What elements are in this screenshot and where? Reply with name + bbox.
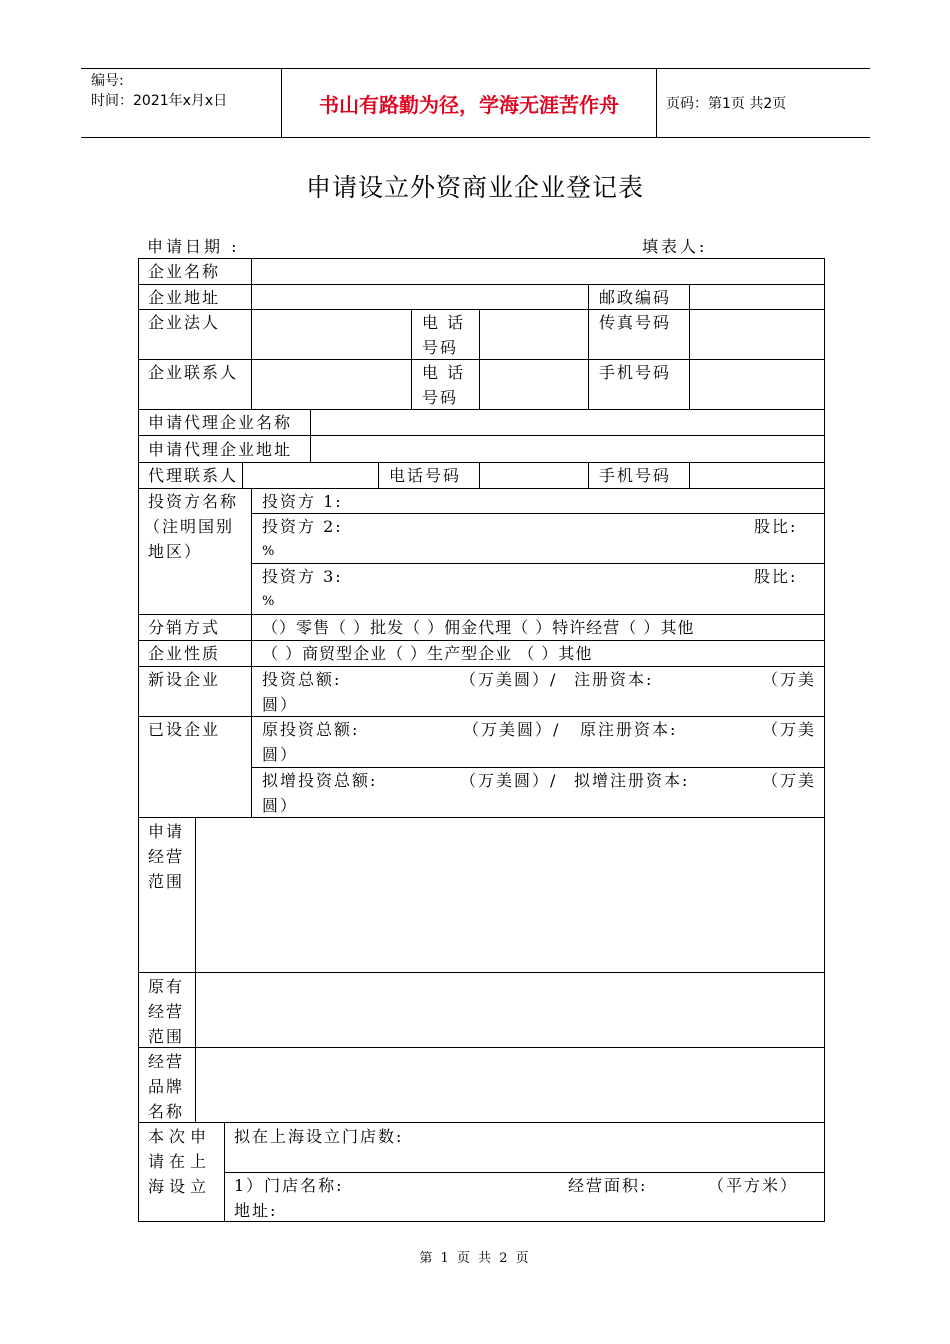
percent-sign: % bbox=[262, 594, 277, 609]
usd-unit: （万美 bbox=[762, 720, 817, 739]
label-phone: 号码 bbox=[422, 388, 459, 407]
rule bbox=[224, 1122, 225, 1222]
share-ratio: 股比: bbox=[754, 517, 798, 536]
header-page-info: 页码：第1页 共2页 bbox=[666, 96, 787, 112]
usd-unit: （万美 bbox=[762, 771, 817, 790]
rule bbox=[479, 309, 480, 409]
rule bbox=[138, 1122, 825, 1123]
registered-capital: 注册资本: bbox=[574, 670, 654, 689]
registration-form bbox=[138, 258, 825, 1222]
store-address: 地址: bbox=[234, 1201, 278, 1220]
label-agent-address: 申请代理企业地址 bbox=[148, 440, 293, 459]
time-label: 时间：2021年x月x日 bbox=[91, 93, 228, 109]
label-postal-code: 邮政编码 bbox=[599, 288, 672, 307]
investor-1: 投资方 1: bbox=[262, 492, 343, 511]
rule bbox=[689, 462, 690, 488]
store-name: 1）门店名称: bbox=[234, 1176, 344, 1195]
filler-label: 填表人: bbox=[642, 237, 708, 256]
label-orig-scope: 范围 bbox=[148, 1027, 185, 1046]
label-agent-name: 申请代理企业名称 bbox=[148, 413, 293, 432]
usd-unit: （万美 bbox=[762, 670, 817, 689]
rule bbox=[824, 258, 825, 1222]
rule bbox=[588, 284, 589, 409]
document-title: 申请设立外资商业企业登记表 bbox=[305, 173, 644, 202]
sqm-unit: （平方米） bbox=[708, 1176, 799, 1195]
usd-unit: （万美圆）/ bbox=[460, 670, 558, 689]
rule bbox=[588, 462, 589, 488]
rule bbox=[138, 972, 825, 973]
apply-date-label: 申请日期 : bbox=[147, 237, 240, 256]
label-contact-person: 企业联系人 bbox=[148, 363, 239, 382]
rule bbox=[411, 309, 412, 409]
rule bbox=[138, 309, 825, 310]
nature-options: （ ）商贸型企业（ ）生产型企业 （ ）其他 bbox=[262, 644, 593, 663]
label-agent-contact: 代理联系人 bbox=[148, 466, 239, 485]
header-motto: 书山有路勤为径，学海无涯苦作舟 bbox=[281, 69, 657, 137]
label-phone: 电 话 bbox=[422, 313, 466, 332]
usd-unit: 圆） bbox=[262, 796, 299, 815]
document-header bbox=[81, 68, 870, 138]
label-brand: 品牌 bbox=[148, 1077, 185, 1096]
rule bbox=[195, 817, 196, 1122]
label-brand: 经营 bbox=[148, 1052, 185, 1071]
store-count: 拟在上海设立门店数: bbox=[234, 1127, 404, 1146]
rule bbox=[310, 409, 311, 462]
label-this-application: 本次申 bbox=[148, 1127, 212, 1146]
share-ratio: 股比: bbox=[754, 567, 798, 586]
label-phone-number: 电话号码 bbox=[389, 466, 462, 485]
label-investor: 地区） bbox=[148, 542, 203, 561]
label-phone: 号码 bbox=[422, 338, 459, 357]
investor-3: 投资方 3: bbox=[262, 567, 343, 586]
rule bbox=[138, 359, 825, 360]
usd-unit: （万美圆）/ bbox=[460, 771, 558, 790]
percent-sign: % bbox=[262, 544, 277, 559]
page-footer: 第 1 页 共 2 页 bbox=[419, 1251, 531, 1266]
business-area: 经营面积: bbox=[568, 1176, 648, 1195]
header-meta bbox=[81, 69, 281, 139]
label-existing-company: 已设企业 bbox=[148, 720, 221, 739]
rule bbox=[138, 258, 825, 259]
planned-investment: 拟增投资总额: bbox=[262, 771, 378, 790]
label-scope: 申请 bbox=[148, 822, 185, 841]
usd-unit: 圆） bbox=[262, 745, 299, 764]
label-company-address: 企业地址 bbox=[148, 288, 221, 307]
label-mobile: 手机号码 bbox=[599, 363, 672, 382]
label-this-application: 请在上 bbox=[148, 1152, 212, 1171]
planned-capital: 拟增注册资本: bbox=[574, 771, 690, 790]
distribution-options: （）零售（ ）批发（ ）佣金代理（ ）特许经营（ ）其他 bbox=[262, 618, 695, 637]
number-label: 编号: bbox=[91, 73, 124, 89]
label-this-application: 海设立 bbox=[148, 1177, 212, 1196]
investor-2: 投资方 2: bbox=[262, 517, 343, 536]
label-scope: 范围 bbox=[148, 872, 185, 891]
rule bbox=[138, 284, 825, 285]
usd-unit: （万美圆）/ bbox=[463, 720, 561, 739]
rule bbox=[251, 258, 252, 409]
label-legal-person: 企业法人 bbox=[148, 313, 221, 332]
label-mobile: 手机号码 bbox=[599, 466, 672, 485]
label-fax: 传真号码 bbox=[599, 313, 672, 332]
label-distribution: 分销方式 bbox=[148, 618, 221, 637]
rule bbox=[138, 1047, 825, 1048]
rule bbox=[138, 435, 825, 436]
rule bbox=[378, 462, 379, 488]
orig-investment: 原投资总额: bbox=[262, 720, 360, 739]
label-phone: 电 话 bbox=[422, 363, 466, 382]
label-orig-scope: 原有 bbox=[148, 977, 185, 996]
rule bbox=[138, 258, 139, 1222]
rule bbox=[138, 488, 825, 489]
label-company-nature: 企业性质 bbox=[148, 644, 221, 663]
usd-unit: 圆） bbox=[262, 695, 299, 714]
orig-capital: 原注册资本: bbox=[580, 720, 678, 739]
total-investment: 投资总额: bbox=[262, 670, 342, 689]
rule bbox=[689, 284, 690, 409]
rule bbox=[251, 488, 252, 817]
label-orig-scope: 经营 bbox=[148, 1002, 185, 1021]
label-new-company: 新设企业 bbox=[148, 670, 221, 689]
rule bbox=[242, 462, 243, 488]
label-company-name: 企业名称 bbox=[148, 262, 221, 281]
rule bbox=[138, 817, 825, 818]
label-investor: （注明国别 bbox=[144, 517, 235, 536]
label-brand: 名称 bbox=[148, 1102, 185, 1121]
label-investor: 投资方名称 bbox=[148, 492, 239, 511]
label-scope: 经营 bbox=[148, 847, 185, 866]
rule bbox=[479, 462, 480, 488]
